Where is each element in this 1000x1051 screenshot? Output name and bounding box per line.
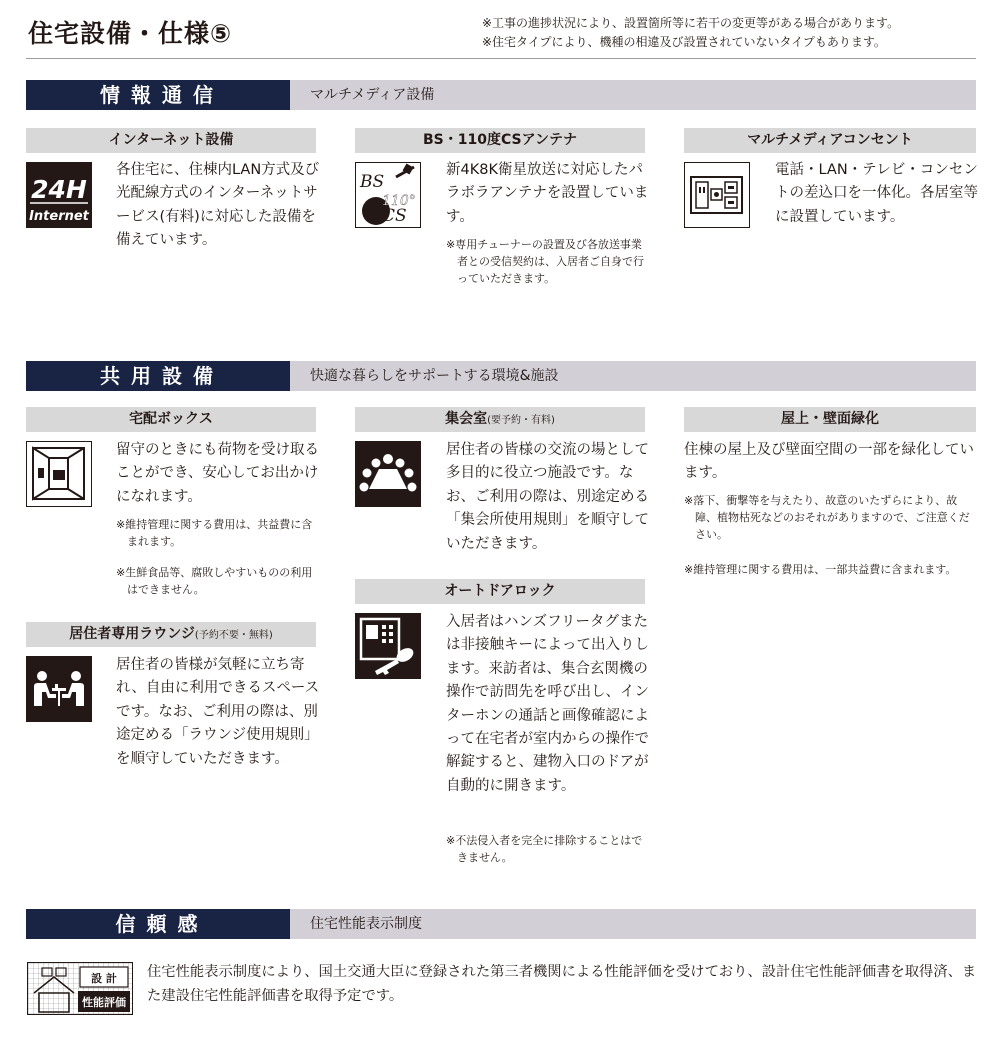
heading-lounge-label: 居住者専用ラウンジ — [69, 626, 195, 642]
header-note-2: ※住宅タイプにより、機種の相違及び設置されていないタイプもあります。 — [482, 35, 886, 49]
heading-meeting — [355, 407, 645, 432]
trust-body: 住宅性能表示制度により、国土交通大臣に登録された第三者機関による性能評価を受けており、設計住宅性能評価書を取得済、また建設住宅性能評価書を取得予定です。 — [147, 964, 977, 1004]
internet-icon-24h-text: 24H — [31, 175, 87, 204]
header-note-1: ※工事の進捗状況により、設置箇所等に若干の変更等がある場合があります。 — [482, 16, 900, 30]
delivery-note-1: ※維持管理に関する費用は、共益費に含まれます。 — [116, 518, 313, 548]
heading-internet: インターネット設備 — [26, 128, 316, 153]
header-notes — [482, 14, 974, 52]
delivery-note-2: ※生鮮食品等、腐敗しやすいものの利用はできません。 — [116, 566, 313, 596]
page-title: 住宅設備・仕様⑤ — [28, 19, 233, 48]
title-divider — [26, 58, 976, 59]
section-subtitle-common: 快適な暮らしをサポートする環境&施設 — [310, 368, 559, 384]
delivery-box-icon — [26, 441, 92, 507]
greening-note-2: ※維持管理に関する費用は、一部共益費に含まれます。 — [684, 563, 957, 576]
heading-outlet: マルチメディアコンセント — [684, 128, 976, 153]
heading-antenna: BS・110度CSアンテナ — [355, 128, 645, 153]
perf-icon-bottom-label: 性能評価 — [82, 996, 126, 1009]
internet-icon-internet-text: Internet — [29, 209, 89, 224]
lounge-body: 居住者の皆様が気軽に立ち寄れ、自由に利用できるスペースです。なお、ご利用の際は、別途定める「ラウンジ使用規則」を順守していただきます。 — [116, 657, 320, 767]
multimedia-outlet-icon — [684, 162, 750, 228]
antenna-icon-cs-text: CS — [382, 206, 407, 226]
lounge-icon — [26, 656, 92, 722]
greening-body: 住棟の屋上及び壁面空間の一部を緑化しています。 — [684, 442, 974, 482]
auto-door-lock-icon — [355, 613, 421, 679]
antenna-icon-bs-text: BS — [360, 172, 385, 192]
autolock-body: 入居者はハンズフリータグまたは非接触キーによって出入りします。来訪者は、集合玄関機の操作で訪問先を呼び出し、インターホンの通話と画像確認によって在宅者が室内からの操作で解錠すると、建物入口のドアが自動的に開きます。 — [446, 614, 649, 794]
heading-lounge — [26, 622, 316, 647]
greening-note-1: ※落下、衝撃等を与えたり、故意のいたずらにより、故障、植物枯死などのおそれがありますので、ご注意ください。 — [684, 494, 970, 541]
section-title-common: 共用設備 — [26, 361, 290, 391]
meeting-body: 居住者の皆様の交流の場として多目的に役立つ施設です。なお、ご利用の際は、別途定める「集会所使用規則」を順守していただきます。 — [446, 442, 649, 552]
heading-autolock: オートドアロック — [355, 579, 645, 604]
heading-delivery: 宅配ボックス — [26, 407, 316, 432]
section-title-info: 情報通信 — [26, 80, 290, 110]
antenna-note: ※専用チューナーの設置及び各放送事業者との受信契約は、入居者ご自身で行っていただきます。 — [446, 238, 644, 285]
heading-meeting-label: 集会室 — [445, 411, 488, 427]
meeting-room-icon — [355, 441, 421, 507]
performance-evaluation-icon — [27, 962, 133, 1015]
internet-body: 各住宅に、住棟内LAN方式及び光配線方式のインターネットサービス(有料)に対応した設備を備えています。 — [116, 162, 320, 249]
antenna-body: 新4K8K衛星放送に対応したパラボラアンテナを設置しています。 — [446, 162, 649, 225]
section-title-trust: 信頼感 — [26, 909, 290, 939]
autolock-note: ※不法侵入者を完全に排除することはできません。 — [446, 834, 643, 864]
perf-icon-top-label: 設 計 — [91, 972, 117, 985]
heading-meeting-small: (要予約・有料) — [487, 415, 555, 426]
section-subtitle-info: マルチメディア設備 — [310, 87, 435, 103]
section-subtitle-trust: 住宅性能表示制度 — [310, 916, 422, 932]
bs-cs-antenna-icon — [355, 162, 421, 228]
antenna-icon-110-text: 110° — [382, 193, 416, 209]
internet-24h-icon — [26, 162, 92, 228]
heading-greening: 屋上・壁面緑化 — [684, 407, 976, 432]
section-bar-common — [26, 361, 976, 391]
section-bar-trust — [26, 909, 976, 939]
outlet-body: 電話・LAN・テレビ・コンセントの差込口を一体化。各居室等に設置しています。 — [775, 162, 978, 225]
delivery-body: 留守のときにも荷物を受け取ることができ、安心してお出かけになれます。 — [116, 442, 319, 505]
heading-lounge-small: (予約不要・無料) — [194, 630, 273, 641]
section-bar-info — [26, 80, 976, 110]
